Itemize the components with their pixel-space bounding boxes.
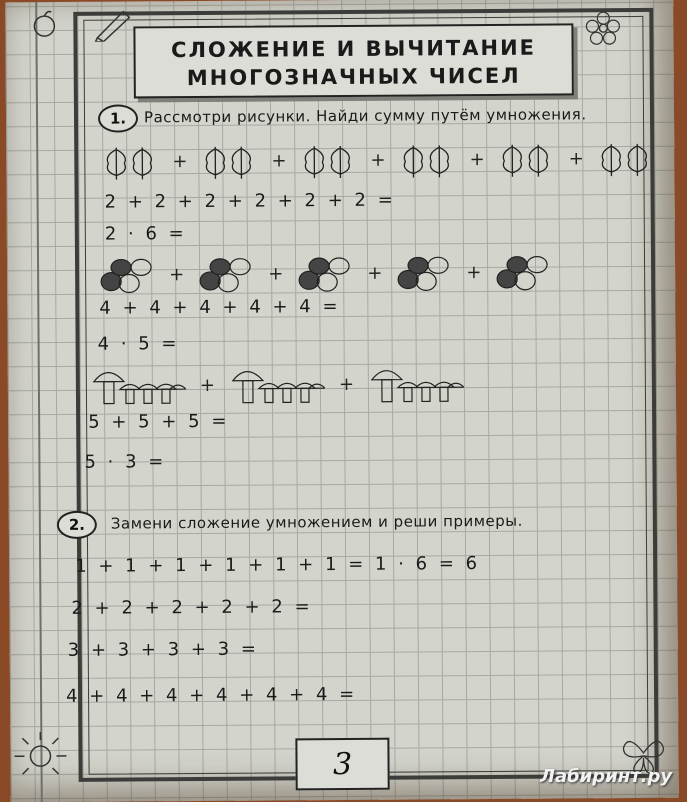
title-line-1: СЛОЖЕНИЕ И ВЫЧИТАНИЕ: [135, 33, 571, 64]
mushroom-group-icon: [229, 362, 325, 407]
example-4: 4 + 4 + 4 + 4 + 4 + 4 =: [66, 684, 355, 707]
task-2-number: 2.: [57, 511, 97, 539]
leaves-mult: 2 · 6 =: [105, 223, 185, 245]
acorns-row: [99, 251, 552, 296]
page-number: [295, 738, 389, 791]
plus-sign: +: [569, 148, 584, 169]
acorn-group-icon: [396, 251, 452, 293]
mushroom-group-icon: [90, 363, 186, 408]
plus-sign: +: [470, 148, 485, 169]
workbook-page: [5, 0, 679, 802]
mushroom-group-icon: [368, 361, 464, 406]
margin-line: [35, 2, 43, 802]
example-1: 1 + 1 + 1 + 1 + 1 + 1 = 1 · 6 = 6: [75, 553, 478, 577]
watermark: Лабиринт.ру: [540, 766, 672, 787]
leaf-pair-icon: [499, 139, 555, 179]
flower-icon: [583, 10, 623, 46]
leaf-pair-icon: [300, 140, 356, 180]
pencil-icon: [93, 5, 133, 41]
plus-sign: +: [268, 263, 283, 284]
plus-sign: +: [367, 262, 382, 283]
example-2: 2 + 2 + 2 + 2 + 2 =: [71, 596, 310, 619]
plus-sign: +: [271, 150, 286, 171]
acorn-group-icon: [495, 251, 551, 293]
acorns-sum: 4 + 4 + 4 + 4 + 4 =: [99, 296, 338, 319]
sun-icon: [10, 720, 70, 780]
task-2-instruction: Замени сложение умножением и реши примеры.: [111, 512, 523, 533]
leaf-pair-icon: [399, 139, 455, 179]
plus-sign: +: [339, 373, 354, 394]
leaves-sum: 2 + 2 + 2 + 2 + 2 + 2 =: [105, 190, 394, 213]
page-title: [133, 23, 573, 98]
acorn-group-icon: [297, 252, 353, 294]
plus-sign: +: [466, 262, 481, 283]
mushrooms-mult: 5 · 3 =: [84, 451, 164, 473]
acorns-mult: 4 · 5 =: [98, 333, 178, 355]
task-1-instruction: Рассмотри рисунки. Найди сумму путём умножения.: [144, 105, 587, 126]
leaf-pair-icon: [201, 141, 257, 181]
acorn-group-icon: [99, 253, 155, 295]
title-line-2: МНОГОЗНАЧНЫХ ЧИСЕЛ: [136, 61, 572, 92]
apple-icon: [29, 8, 59, 38]
plus-sign: +: [169, 264, 184, 285]
leaf-pair-icon: [102, 141, 158, 181]
leaf-pair-icon: [598, 138, 654, 178]
page-number-text: 3: [333, 746, 352, 781]
acorn-group-icon: [198, 253, 254, 295]
leaves-row: [102, 138, 654, 182]
plus-sign: +: [172, 151, 187, 172]
mushrooms-sum: 5 + 5 + 5 =: [88, 411, 227, 433]
plus-sign: +: [200, 374, 215, 395]
example-3: 3 + 3 + 3 + 3 =: [68, 639, 257, 661]
plus-sign: +: [370, 149, 385, 170]
task-1-number: 1.: [98, 104, 138, 132]
mushrooms-row: [90, 361, 464, 408]
